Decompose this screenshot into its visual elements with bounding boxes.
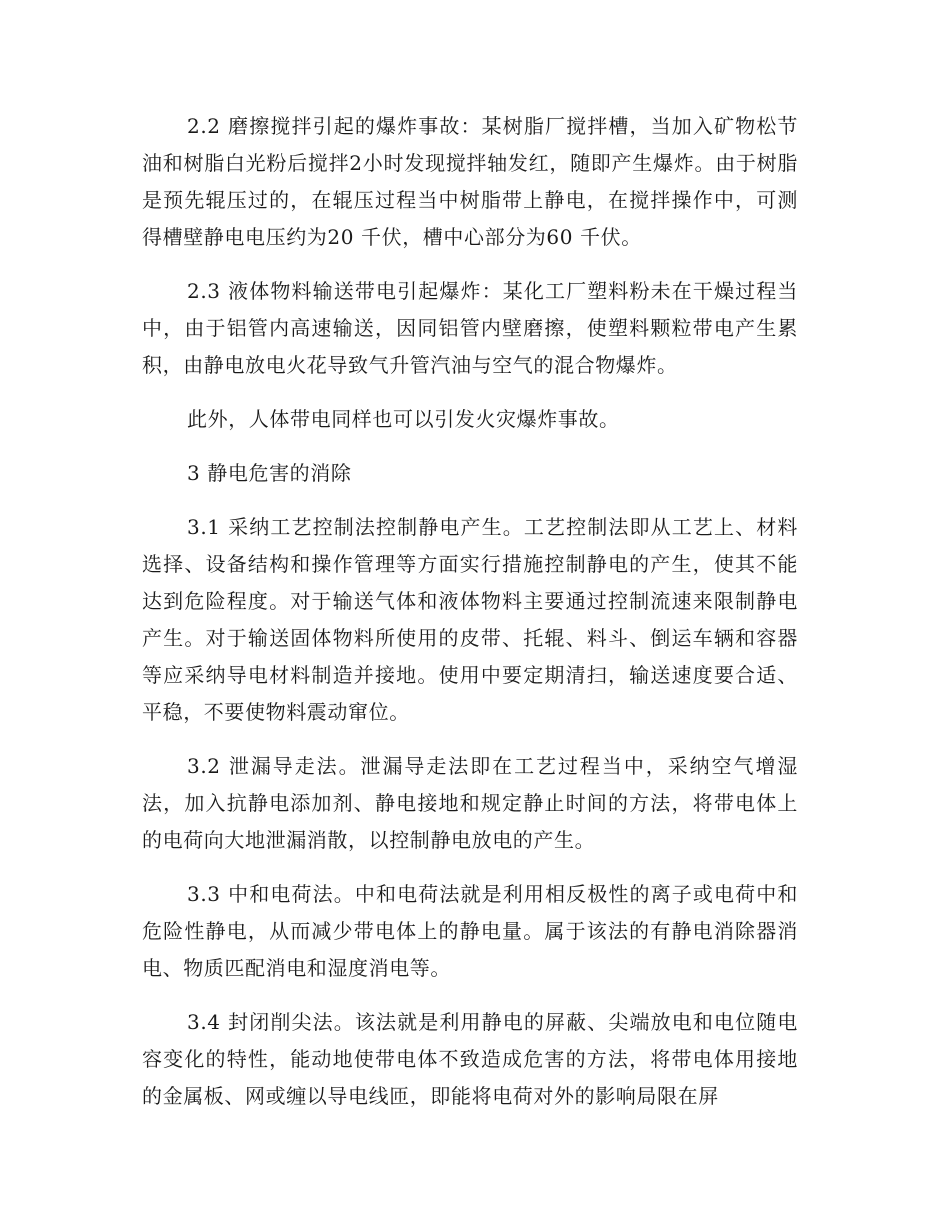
paragraph-3-1-process-control: 3.1 采纳工艺控制法控制静电产生。工艺控制法即从工艺上、材料选择、设备结构和操作管理等方面实行措施控制静电的产生，使其不能达到危险程度。对于输送气体和液体物料主要通过控制流速来限制静电产生。对于输送固体物料所使用的皮带、托辊、料斗、倒运车辆和容器等应采纳导电材料制造并接地。使用中要定期清扫，输送速度要合适、平稳，不要使物料震动窜位。 — [142, 515, 798, 724]
paragraph-2-3-liquid-transport: 2.3 液体物料输送带电引起爆炸：某化工厂塑料粉未在干燥过程当中，由于铝管内高速输送，因同铝管内壁磨擦，使塑料颗粒带电产生累积，由静电放电火花导致气升管汽油与空气的混合物爆炸。 — [142, 279, 798, 377]
paragraph-3-2-leakage: 3.2 泄漏导走法。泄漏导走法即在工艺过程当中，采纳空气增湿法，加入抗静电添加剂、静电接地和规定静止时间的方法，将带电体上的电荷向大地泄漏消散，以控制静电放电的产生。 — [142, 754, 798, 852]
paragraph-human-body-charge: 此外，人体带电同样也可以引发火灾爆炸事故。 — [187, 407, 620, 431]
paragraph-3-3-neutralization: 3.3 中和电荷法。中和电荷法就是利用相反极性的离子或电荷中和危险性静电，从而减少带电体上的静电量。属于该法的有静电消除器消电、物质匹配消电和湿度消电等。 — [142, 882, 798, 980]
section-heading-3: 3 静电危害的消除 — [187, 461, 352, 485]
document-page — [142, 108, 798, 1132]
paragraph-3-4-shielding: 3.4 封闭削尖法。该法就是利用静电的屏蔽、尖端放电和电位随电容变化的特性，能动地使带电体不致造成危害的方法，将带电体用接地的金属板、网或缠以导电线匝，即能将电荷对外的影响局限在屏 — [142, 1010, 798, 1108]
paragraph-2-2-friction-stirring: 2.2 磨擦搅拌引起的爆炸事故：某树脂厂搅拌槽，当加入矿物松节油和树脂白光粉后搅拌2小时发现搅拌轴发红，随即产生爆炸。由于树脂是预先辊压过的，在辊压过程当中树脂带上静电，在搅拌操作中，可测得槽壁静电电压约为20 千伏，槽中心部分为60 千伏。 — [142, 114, 798, 249]
